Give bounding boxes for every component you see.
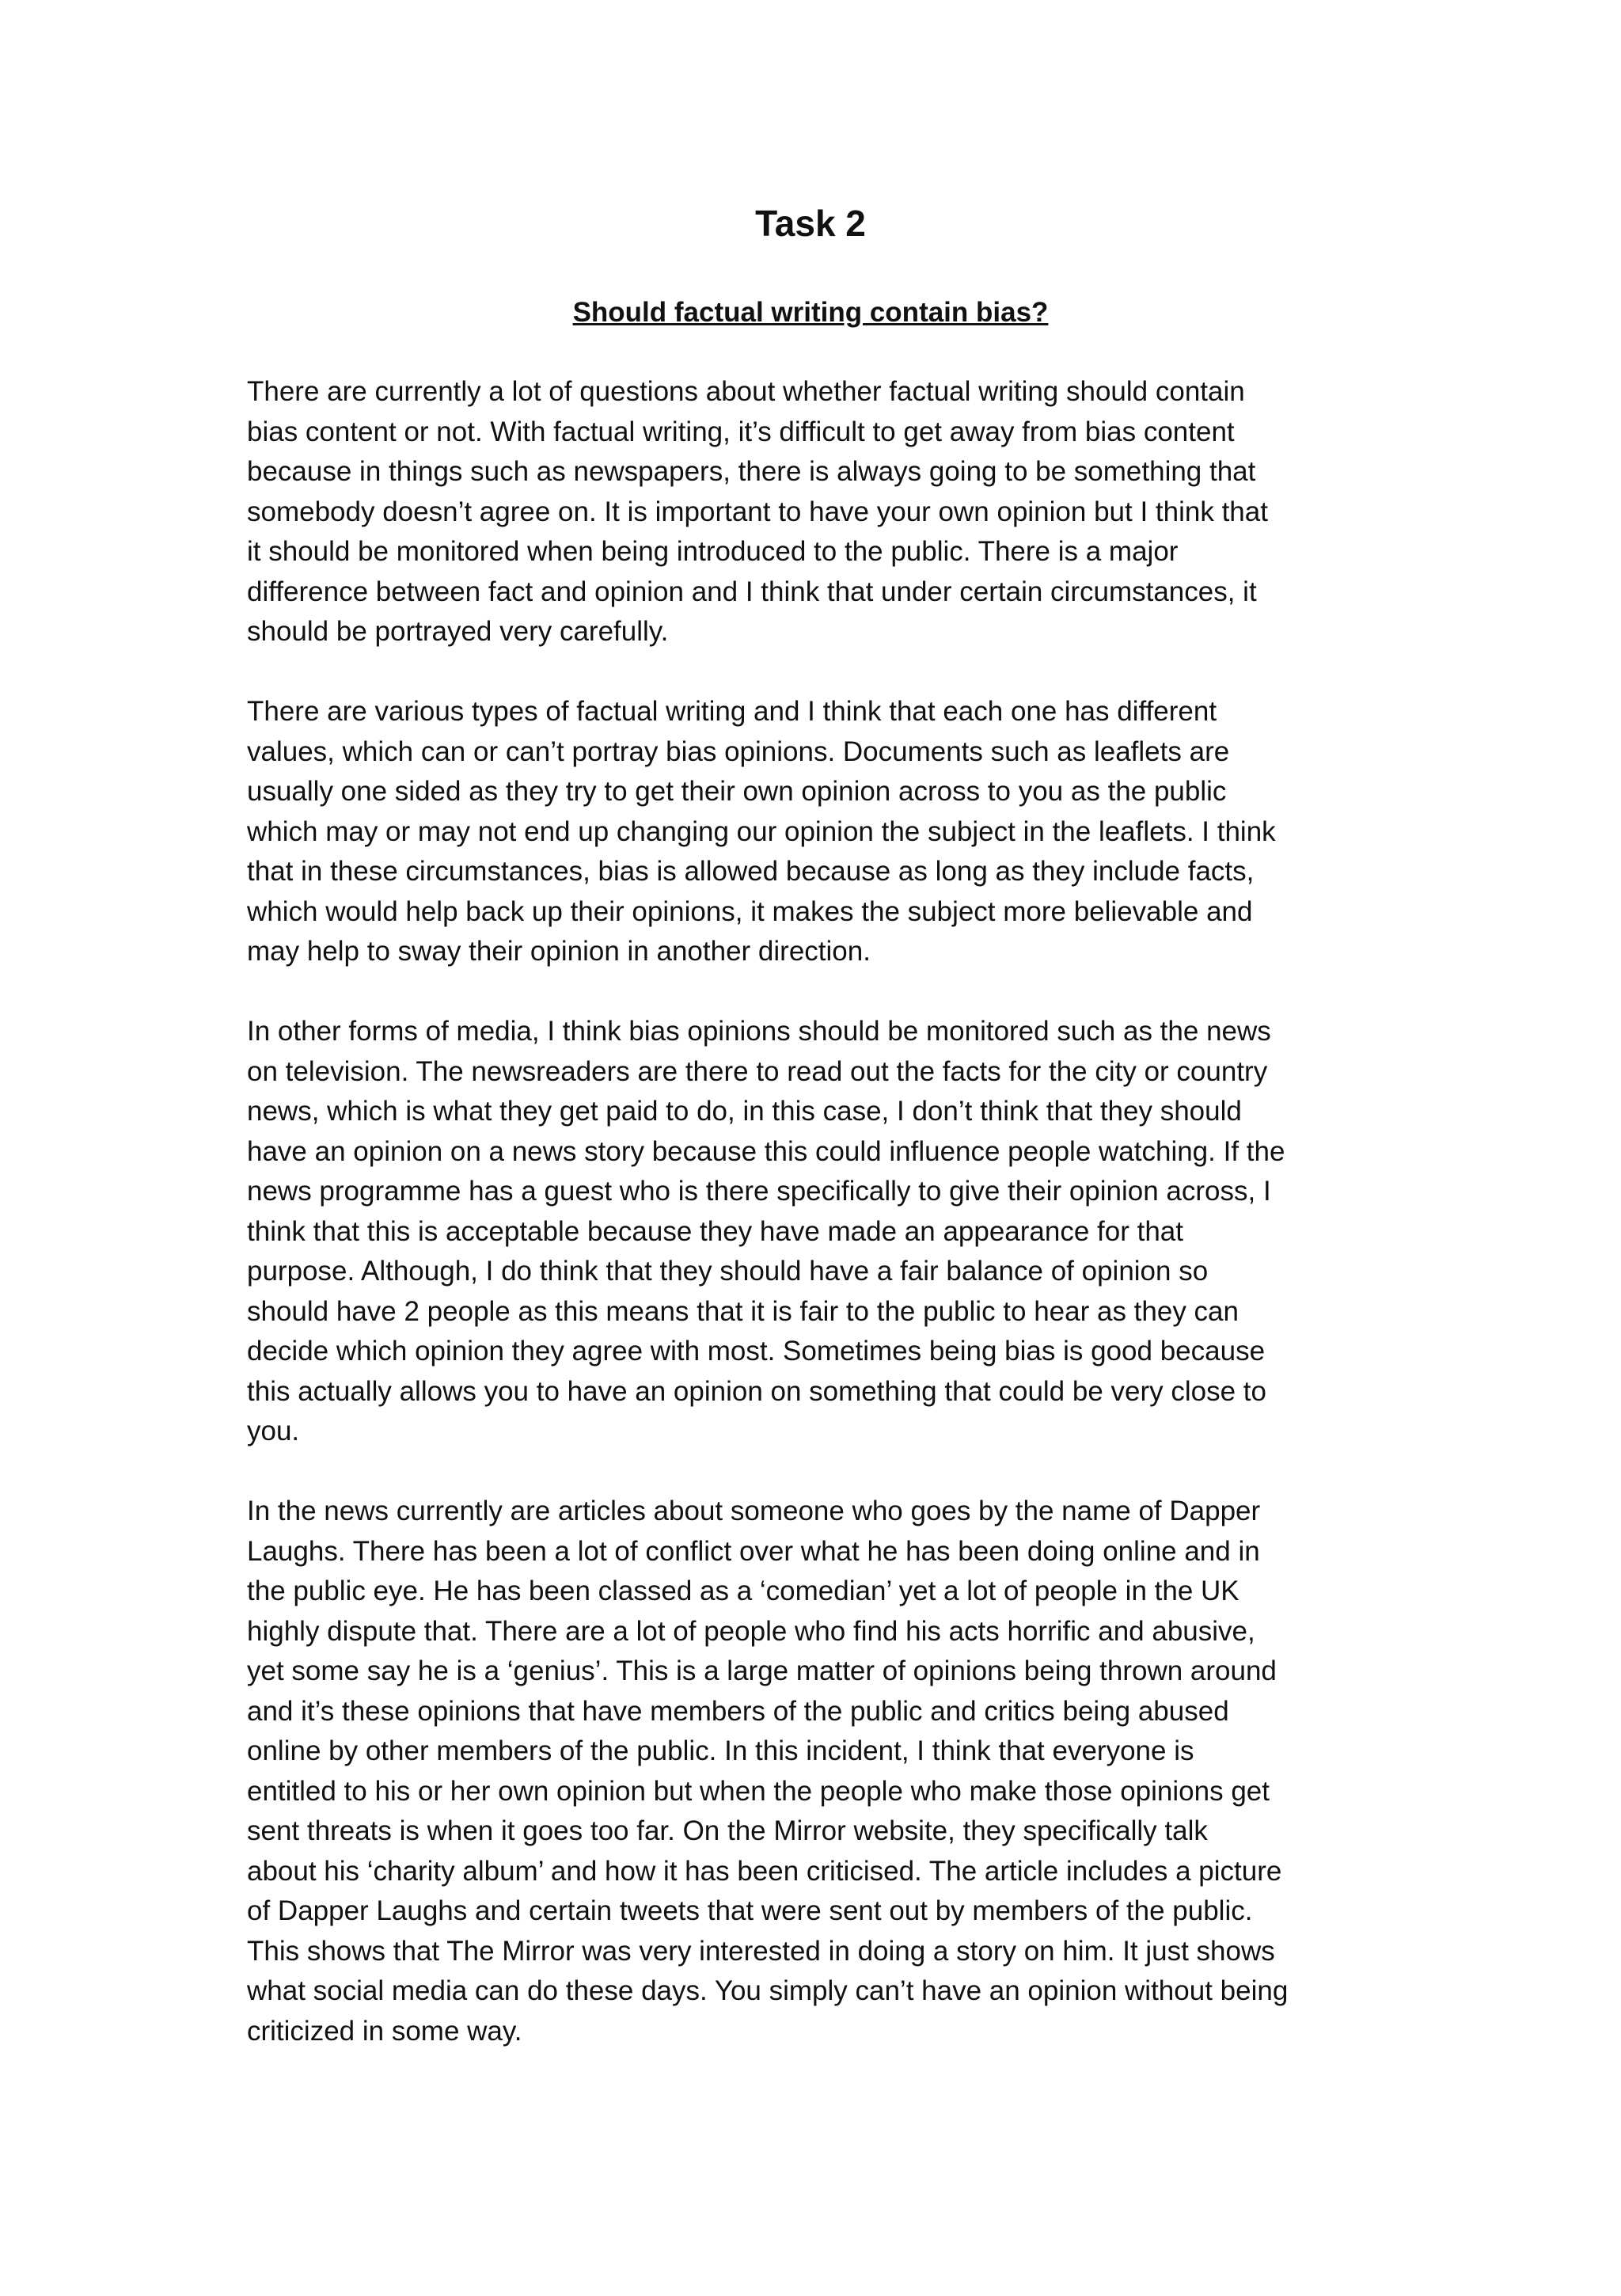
- text-line: This shows that The Mirror was very interested in doing a story on him. It just shows: [247, 1935, 1275, 1967]
- text-line: There are various types of factual writing and I think that each one has different: [247, 696, 1217, 727]
- page-title: Task 2: [755, 203, 866, 244]
- text-line: what social media can do these days. You simply can’t have an opinion without being: [247, 1975, 1289, 2006]
- paragraph-2: [247, 692, 1387, 972]
- essay-body: [247, 372, 1387, 2092]
- text-line: which would help back up their opinions, it makes the subject more believable and: [247, 895, 1253, 927]
- text-line: decide which opinion they agree with most. Sometimes being bias is good because: [247, 1336, 1266, 1367]
- text-line: entitled to his or her own opinion but when the people who make those opinions get: [247, 1775, 1270, 1807]
- text-line: should be portrayed very carefully.: [247, 616, 669, 647]
- text-line: this actually allows you to have an opinion on something that could be very close to: [247, 1375, 1266, 1407]
- text-line: difference between fact and opinion and I think that under certain circumstances, it: [247, 576, 1257, 607]
- text-line: somebody doesn’t agree on. It is important to have your own opinion but I think that: [247, 496, 1268, 527]
- text-line: values, which can or can’t portray bias opinions. Documents such as leaflets are: [247, 736, 1230, 767]
- paragraph-4: [247, 1492, 1387, 2051]
- text-line: There are currently a lot of questions about whether factual writing should contain: [247, 376, 1245, 407]
- text-line: that in these circumstances, bias is allowed because as long as they include facts,: [247, 856, 1255, 887]
- text-line: Laughs. There has been a lot of conflict over what he has been doing online and in: [247, 1535, 1260, 1567]
- text-line: bias content or not. With factual writing, it’s difficult to get away from bias content: [247, 416, 1235, 447]
- text-line: the public eye. He has been classed as a ‘comedian’ yet a lot of people in the UK: [247, 1576, 1239, 1606]
- text-line: yet some say he is a ‘genius’. This is a large matter of opinions being thrown around: [247, 1655, 1277, 1686]
- text-line: of Dapper Laughs and certain tweets that were sent out by members of the public.: [247, 1895, 1253, 1926]
- text-line: In the news currently are articles about someone who goes by the name of Dapper: [247, 1496, 1261, 1526]
- text-line: usually one sided as they try to get their own opinion across to you as the public: [247, 776, 1227, 807]
- text-line: it should be monitored when being introduced to the public. There is a major: [247, 536, 1179, 567]
- text-line: have an opinion on a news story because this could influence people watching. If the: [247, 1135, 1285, 1167]
- text-line: purpose. Although, I do think that they should have a fair balance of opinion so: [247, 1256, 1209, 1287]
- text-line: sent threats is when it goes too far. On the Mirror website, they specifically talk: [247, 1815, 1208, 1846]
- text-line: should have 2 people as this means that it is fair to the public to hear as they can: [247, 1295, 1239, 1327]
- text-line: online by other members of the public. In this incident, I think that everyone is: [247, 1735, 1194, 1766]
- text-line: In other forms of media, I think bias opinions should be monitored such as the news: [247, 1016, 1271, 1047]
- text-line: on television. The newsreaders are there to read out the facts for the city or country: [247, 1055, 1268, 1087]
- text-line: criticized in some way.: [247, 2015, 522, 2047]
- text-line: highly dispute that. There are a lot of people who find his acts horrific and abusive,: [247, 1615, 1255, 1647]
- essay-subtitle: Should factual writing contain bias?: [572, 297, 1049, 328]
- text-line: think that this is acceptable because they have made an appearance for that: [247, 1215, 1183, 1247]
- text-line: you.: [247, 1416, 300, 1446]
- paragraph-3: [247, 1012, 1387, 1452]
- text-line: news, which is what they get paid to do, in this case, I don’t think that they should: [247, 1096, 1242, 1127]
- text-line: and it’s these opinions that have members of the public and critics being abused: [247, 1695, 1229, 1727]
- text-line: news programme has a guest who is there specifically to give their opinion across, I: [247, 1176, 1271, 1207]
- text-line: about his ‘charity album’ and how it has been criticised. The article includes a picture: [247, 1855, 1282, 1887]
- text-line: which may or may not end up changing our opinion the subject in the leaflets. I think: [247, 815, 1276, 847]
- paragraph-1: [247, 372, 1387, 652]
- text-line: may help to sway their opinion in another direction.: [247, 936, 871, 967]
- text-line: because in things such as newspapers, there is always going to be something that: [247, 456, 1256, 487]
